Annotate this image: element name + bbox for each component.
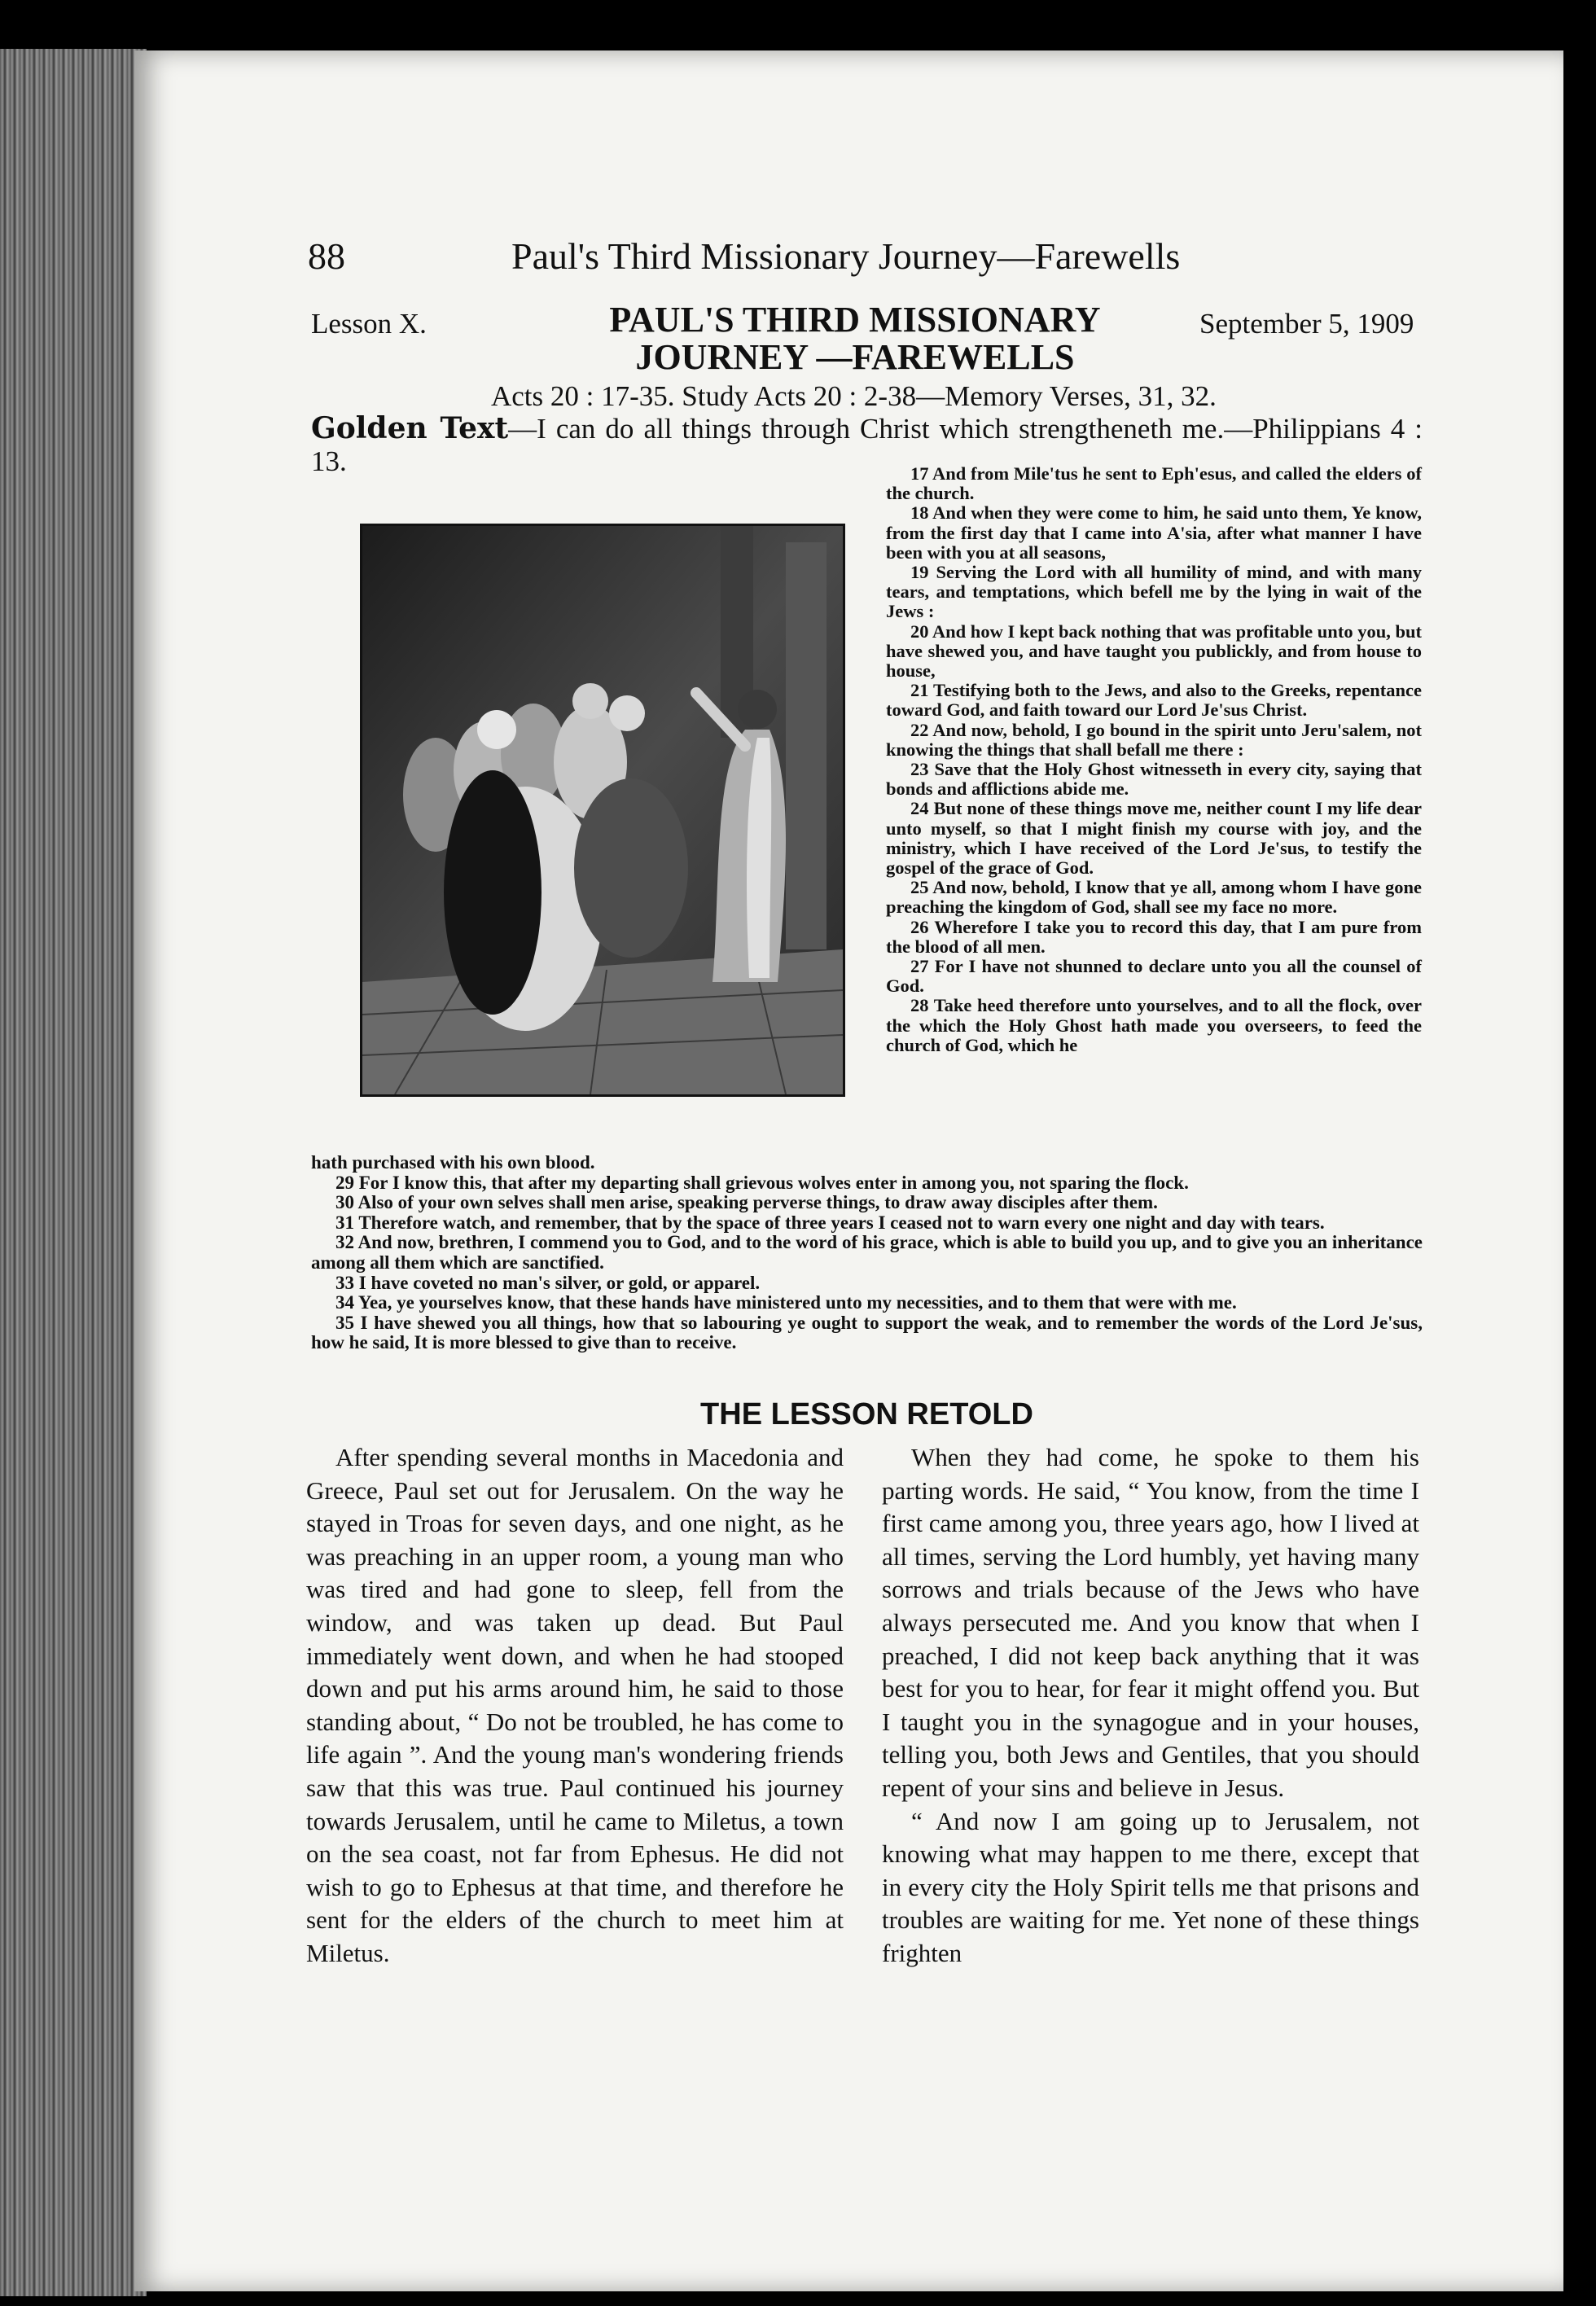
lesson-retold-heading: THE LESSON RETOLD: [700, 1397, 1033, 1431]
lesson-retold-right-column: [882, 1441, 1419, 1971]
verse-26: 26 Wherefore I take you to record this day, that I am pure from the blood of all men.: [886, 916, 1422, 957]
verse-30: 30 Also of your own selves shall men arise, speaking perverse things, to draw away disciples after them.: [335, 1192, 1158, 1213]
lesson-date: September 5, 1909: [1199, 308, 1414, 340]
illustration-paul-farewell-elders: [362, 526, 843, 1094]
verse-22: 22 And now, behold, I go bound in the spirit unto Jeru'salem, not knowing the things that shall befall me there :: [886, 719, 1422, 760]
verse-21: 21 Testifying both to the Jews, and also to the Greeks, repentance toward God, and faith toward our Lord Je'sus Christ.: [886, 680, 1422, 721]
scripture-reference: Acts 20 : 17-35. Study Acts 20 : 2-38—Memory Verses, 31, 32.: [491, 380, 1217, 412]
verse-28-continuation: hath purchased with his own blood.: [311, 1152, 595, 1173]
verse-27: 27 For I have not shunned to declare unto you all the counsel of God.: [886, 956, 1422, 997]
verse-28: 28 Take heed therefore unto yourselves, and to all the flock, over the which the Holy Ghost hath made you overseers, to feed the church of God, which he: [886, 995, 1422, 1055]
verse-17: 17 And from Mile'tus he sent to Eph'esus, and called the elders of the church.: [886, 463, 1422, 504]
verse-24: 24 But none of these things move me, neither count I my life dear unto myself, so that I might finish my course with joy, and the ministry, which I have received of the Lord Je'sus, to testify the gospel of the grace of God.: [886, 798, 1422, 879]
book-page-edges: [0, 49, 147, 2296]
golden-text-label: Golden Text: [311, 411, 509, 445]
verse-20: 20 And how I kept back nothing that was profitable unto you, but have shewed you, and have taught you publickly, and from house to house,: [886, 620, 1422, 682]
retold-paragraph: “ And now I am going up to Jerusalem, not knowing what may happen to me there, except that in every city the Holy Spirit tells me that prisons and troubles are waiting for me. Yet none of these things frighten: [882, 1806, 1419, 1967]
verse-23: 23 Save that the Holy Ghost witnesseth in every city, saying that bonds and afflictions abide me.: [886, 759, 1422, 800]
verse-34: 34 Yea, ye yourselves know, that these hands have ministered unto my necessities, and to them that were with me.: [335, 1292, 1237, 1313]
verse-25: 25 And now, behold, I know that ye all, among whom I have gone preaching the kingdom of God, shall see my face no more.: [886, 877, 1422, 918]
verse-19: 19 Serving the Lord with all humility of mind, and with many tears, and temptations, which befell me by the lying in wait of the Jews :: [886, 562, 1422, 622]
retold-paragraph: When they had come, he spoke to them his parting words. He said, “ You know, from the time I first came among you, three years ago, how I lived at all times, serving the Lord humbly, yet having many sorrows and trials because of the Jews who have always persecuted me. And you know that when I preached, I did not keep back anything that it was best for you to hear, for fear it might offend you. But I taught you in the synagogue and in your houses, telling you, both Jews and Gentiles, that you should repent of your sins and believe in Jesus.: [882, 1443, 1419, 1802]
page-number: 88: [308, 235, 345, 277]
retold-paragraph: After spending several months in Macedonia and Greece, Paul set out for Jerusalem. On the way he stayed in Troas for seven days, and one night, as he was preaching in an upper room, a young man who was tired and had gone to sleep, fell from the window, and was taken up dead. But Paul immediately went down, and when he had stooped down and put his arms around him, he said to those standing about, “ Do not be troubled, he has come to life again ”. And the young man's wondering friends saw that this was true. Paul continued his journey towards Jerusalem, until he came to Miletus, a town on the sea coast, not far from Ephesus. He did not wish to go to Ephesus at that time, and therefore he sent for the elders of the church to meet him at Miletus.: [306, 1443, 844, 1967]
lesson-illustration: [360, 524, 845, 1097]
verse-31: 31 Therefore watch, and remember, that by the space of three years I ceased not to warn every one night and day with tears.: [335, 1212, 1325, 1233]
verse-29: 29 For I know this, that after my departing shall grievous wolves enter in among you, not sparing the flock.: [335, 1172, 1189, 1193]
lesson-title: PAUL'S THIRD MISSIONARY JOURNEY —FAREWELLS: [609, 300, 1101, 377]
scripture-verses-right-column: [886, 464, 1422, 1055]
verse-18: 18 And when they were come to him, he said unto them, Ye know, from the first day that I came into A'sia, after what manner I have been with you at all seasons,: [886, 502, 1422, 563]
scripture-verses-full-width: [311, 1153, 1423, 1353]
running-title: Paul's Third Missionary Journey—Farewells: [511, 235, 1181, 277]
verse-35: 35 I have shewed you all things, how that so labouring ye ought to support the weak, and to remember the words of the Lord Je'sus, how he said, It is more blessed to give than to receive.: [311, 1312, 1423, 1353]
verse-33: 33 I have coveted no man's silver, or gold, or apparel.: [335, 1272, 761, 1293]
lesson-retold-left-column: [306, 1441, 844, 1971]
verse-32: 32 And now, brethren, I commend you to God, and to the word of his grace, which is able to build you up, and to give you an inheritance among all them which are sanctified.: [311, 1232, 1423, 1273]
lesson-number: Lesson X.: [311, 308, 427, 340]
golden-text-body: —I can do all things through Christ which strengtheneth me.—Philippians 4 : 13.: [311, 413, 1423, 477]
